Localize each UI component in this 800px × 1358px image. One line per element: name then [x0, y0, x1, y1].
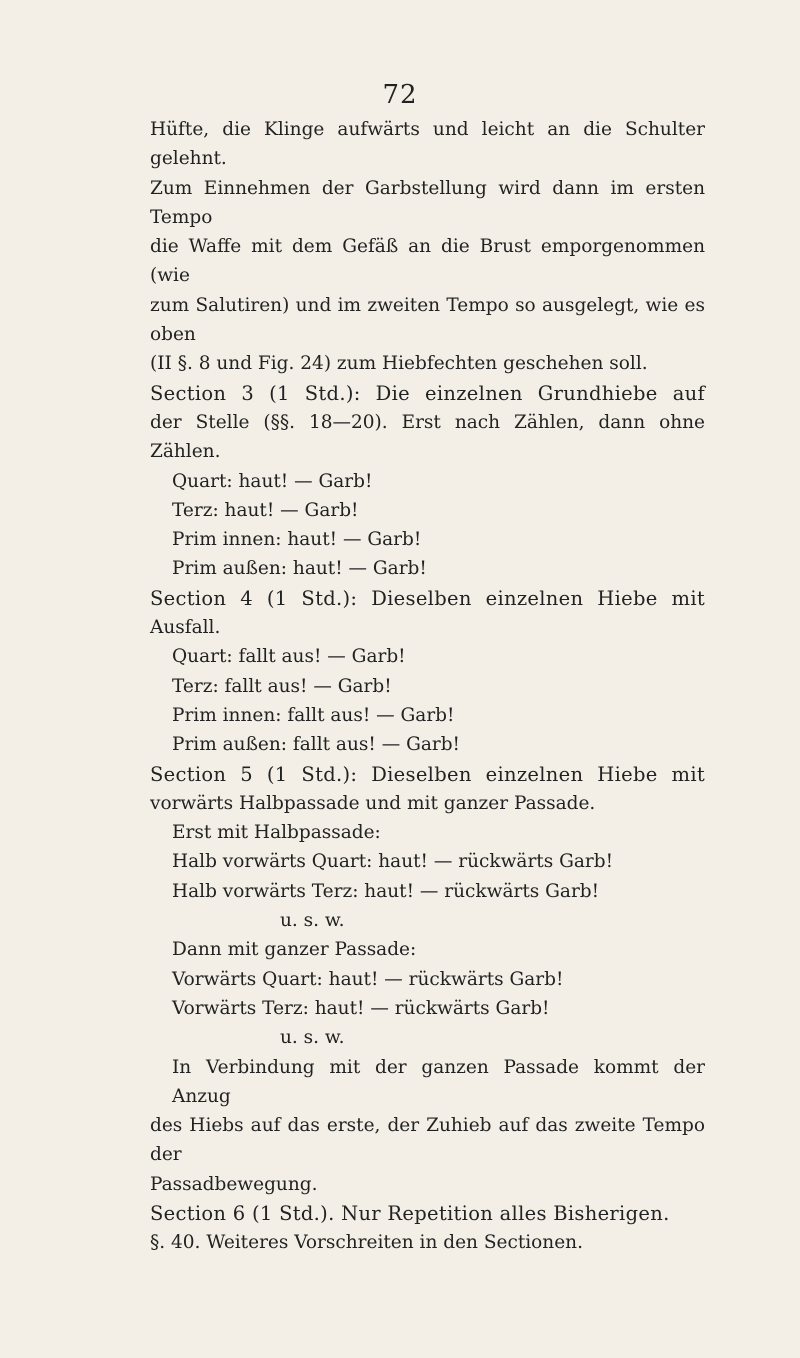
command-line: Vorwärts Terz: haut! — rückwärts Garb! — [172, 997, 550, 1019]
command-line: Terz: fallt aus! — Garb! — [172, 675, 392, 697]
section-heading: Section 4 (1 Std.): Dieselben einzelnen Hiebe mit — [150, 586, 705, 610]
page-number: 72 — [382, 80, 418, 110]
section-heading: Section 5 (1 Std.): Dieselben einzelnen Hiebe mit — [150, 762, 705, 786]
text-line: vorwärts Halbpassade und mit ganzer Passade. — [150, 792, 596, 814]
text-line: Dann mit ganzer Passade: — [172, 939, 417, 961]
command-line: Vorwärts Quart: haut! — rückwärts Garb! — [172, 968, 564, 990]
text-line: die Waffe mit dem Gefäß an die Brust emporgenommen (wie — [150, 236, 705, 287]
command-line: Quart: fallt aus! — Garb! — [172, 646, 406, 668]
page-body — [150, 115, 705, 1258]
command-line: Prim außen: haut! — Garb! — [172, 558, 427, 580]
command-line: Prim innen: haut! — Garb! — [172, 529, 422, 551]
text-line: Passadbewegung. — [150, 1173, 318, 1195]
text-line: Ausfall. — [150, 617, 221, 639]
text-line: der Stelle (§§. 18—20). Erst nach Zählen, dann ohne — [150, 411, 705, 433]
paragraph-heading: §. 40. Weiteres Vorschreiten in den Sectionen. — [150, 1232, 583, 1254]
command-line: Prim außen: fallt aus! — Garb! — [172, 734, 460, 756]
text-line: (II §. 8 und Fig. 24) zum Hiebfechten geschehen soll. — [150, 353, 648, 375]
text-line: zum Salutiren) und im zweiten Tempo so ausgelegt, wie es oben — [150, 294, 705, 346]
command-line: Halb vorwärts Quart: haut! — rückwärts Garb! — [172, 851, 614, 873]
command-line: Prim innen: fallt aus! — Garb! — [172, 704, 455, 726]
text-line: Hüfte, die Klinge aufwärts und leicht an die Schulter gelehnt. — [150, 119, 705, 170]
command-line: Quart: haut! — Garb! — [172, 470, 373, 492]
text-line: des Hiebs auf das erste, der Zuhieb auf das zweite Tempo der — [150, 1115, 705, 1166]
text-line: In Verbindung mit der ganzen Passade kommt der Anzug — [172, 1056, 705, 1107]
etc-line: u. s. w. — [280, 910, 345, 932]
text-line: Erst mit Halbpassade: — [172, 822, 381, 844]
etc-line: u. s. w. — [280, 1027, 345, 1049]
command-line: Halb vorwärts Terz: haut! — rückwärts Garb! — [172, 880, 600, 902]
text-line: Zählen. — [150, 441, 221, 463]
section-heading: Section 3 (1 Std.): Die einzelnen Grundhiebe auf — [150, 381, 705, 405]
command-line: Terz: haut! — Garb! — [172, 499, 359, 521]
section-heading: Section 6 (1 Std.). Nur Repetition alles Bisherigen. — [150, 1201, 670, 1225]
text-line: Zum Einnehmen der Garbstellung wird dann im ersten Tempo — [150, 177, 705, 228]
